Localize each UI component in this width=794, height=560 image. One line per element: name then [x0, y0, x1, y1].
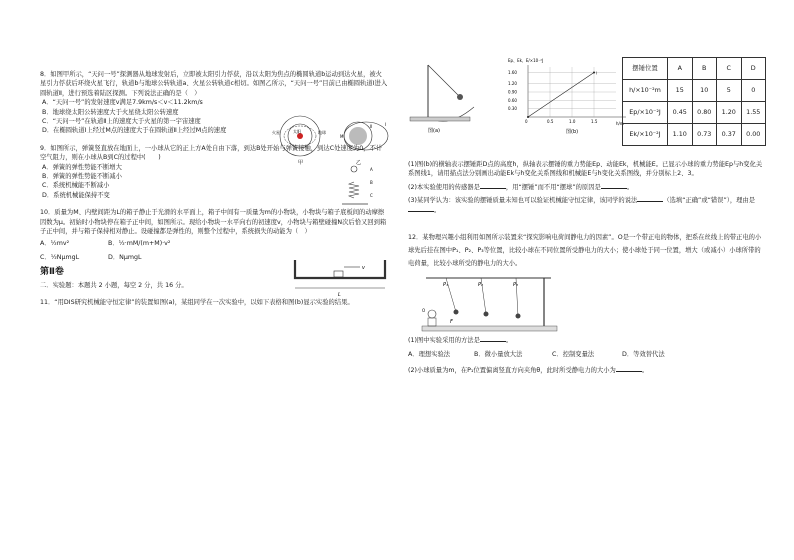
table-cell: 5 — [717, 80, 742, 102]
q12-option-a: A．理想实验法 — [408, 351, 451, 359]
q11-part-3-text-b: （选填“正确”或“错误”），理由是 — [663, 197, 756, 205]
table-cell: 0 — [741, 80, 766, 102]
table-cell: Ep/×10⁻²J — [623, 102, 668, 124]
x-tick-label: 0 — [525, 119, 528, 124]
chart-y-ticks — [508, 70, 517, 111]
table-header: D — [741, 58, 766, 80]
label-orbit-1: Ⅰ — [385, 122, 387, 127]
table-header: B — [692, 58, 717, 80]
label-jia: 甲 — [298, 160, 304, 166]
label-l: L — [338, 292, 341, 299]
q12-option-c: C．控制变量法 — [552, 351, 595, 359]
q11-part-2: (2)本实验使用的传感器是 ，用“摆锤”而不用“摆球”的原因是 。 — [408, 183, 634, 191]
q11-stem: 11．“用DIS研究机械能守恒定律”的装置如图(a)，某组同学在一次实验中，以如下表格和图(b)显示实验的结果。 — [40, 299, 354, 307]
q9-option-b: B．弹簧的弹性势能不断减小 — [42, 173, 122, 181]
label-earth: 地球 — [318, 130, 326, 135]
label-mars: 火星 — [272, 130, 280, 135]
q10-option-b: B．½·mM/(m+M)·v² — [108, 239, 171, 247]
section-title: 第Ⅱ卷 — [40, 267, 64, 278]
table-cell: 10 — [692, 80, 717, 102]
q9-stem: 9．如图所示，弹簧竖直放在地面上，一小球从它的正上方A处自由下落，到达B处开始与弹簧接触，到达C处速度为0，不计空气阻力，则在小球从B到C的过程中( ) — [40, 144, 383, 162]
table-header: A — [668, 58, 693, 80]
q12-part-2: (2)小球质量为m，在P₁位置偏离竖直方向夹角θ，此时所受静电力的大小为 。 — [408, 366, 649, 374]
label-p3: P₃ — [513, 282, 519, 289]
table-row — [623, 102, 766, 124]
table-cell: h/×10⁻²m — [623, 80, 668, 102]
right-column — [408, 55, 763, 375]
question-12 — [408, 231, 763, 375]
series-label: i — [596, 70, 598, 76]
fig-b-label: 图(b) — [566, 129, 579, 135]
data-point — [527, 116, 529, 118]
table-cell: 1.20 — [717, 102, 742, 124]
label-v: v — [362, 265, 365, 272]
q9-spring-figure — [340, 164, 380, 208]
label-p1: P₁ — [443, 282, 449, 289]
label-yi: 乙 — [356, 160, 362, 166]
answer-blank[interactable] — [601, 188, 627, 189]
x-tick-label: 0.5 — [547, 119, 554, 124]
label-f: F — [450, 319, 453, 326]
q12-apparatus-figure — [416, 272, 566, 334]
q12-stem: 12．某物理兴趣小组利用如图所示装置来“探究影响电荷间静电力的因素”。O是一个带正电的物体，把系在丝线上的带正电的小球先后挂在图中P₁、P₂、P₃等位置，比较小球在不同位置所受静电力的大小；使小球处于同一位置，增大（或减小）小球所带的电荷量，比较小球所受的静电力的大小。 — [408, 234, 762, 268]
y-tick-label: 0.90 — [508, 89, 517, 95]
q11-figures-row — [408, 55, 763, 160]
answer-blank[interactable] — [637, 201, 663, 202]
label-b: B — [370, 179, 373, 185]
label-orbit-2: Ⅱ — [370, 124, 372, 129]
left-column — [40, 70, 388, 308]
q11-data-table — [622, 57, 766, 146]
q10-option-d: D．NμmgL — [108, 253, 142, 261]
fig-a-label: 图(a) — [428, 128, 440, 134]
label-o: O — [422, 308, 426, 314]
section-subtitle: 二．实验题：本题共 2 小题，每空 2 分，共 16 分。 — [40, 281, 188, 289]
table-cell: 15 — [668, 80, 693, 102]
chart-series — [527, 71, 597, 118]
q11-figure-a — [408, 57, 478, 135]
table-header: C — [717, 58, 742, 80]
x-tick-label: 1.0 — [569, 119, 576, 124]
label-point-m: M — [340, 134, 344, 139]
q12-part-2-text: (2)小球质量为m，在P₁位置偏离竖直方向夹角θ，此时所受静电力的大小为 — [408, 366, 616, 374]
answer-blank[interactable] — [480, 188, 506, 189]
table-cell: 0.00 — [741, 124, 766, 146]
series-line — [528, 73, 594, 117]
label-p2: P₂ — [478, 282, 484, 289]
y-tick-label: 0.60 — [508, 97, 517, 103]
label-c: C — [370, 192, 373, 198]
table-cell: 1.55 — [741, 102, 766, 124]
table-header-row — [623, 58, 766, 80]
answer-blank[interactable] — [408, 211, 434, 212]
label-a: A — [370, 166, 373, 172]
table-cell: Ek/×10⁻²J — [623, 124, 668, 146]
q9-option-d: D．系统机械能保持不变 — [42, 191, 110, 199]
table-cell: 0.37 — [717, 124, 742, 146]
table-cell: 0.73 — [692, 124, 717, 146]
q12-option-b: B．微小量放大法 — [474, 351, 523, 359]
answer-blank[interactable] — [480, 341, 506, 342]
q11-part-1: (1)图(b)的横轴表示摆锤距D点的高度h，纵轴表示摆锤的重力势能Ep、动能Ek，机械能E。已显示小球的重力势能Ep与h变化关系图线1，请用描点法分别画出动能Ek与h变化关系图线和机械能E与h变化关系图线，并分别标上2、3。 — [408, 161, 763, 178]
chart-xlabel: h/m — [616, 121, 624, 126]
table-header: 摆锤位置 — [623, 58, 668, 80]
table-cell: 0.45 — [668, 102, 693, 124]
q12-part-1: (1)图中实验采用的方法是 。 — [408, 337, 513, 345]
q11-part-2-text: (2)本实验使用的传感器是 — [408, 183, 480, 191]
chart-x-ticks — [525, 119, 598, 124]
q9-option-c: C．系统机械能不断减小 — [42, 182, 110, 190]
q11-part-3: (3)某同学认为：该实验的摆锤质量未知也可以验证机械能守恒定律，该同学的说法 （选填“正确”或“错误”），理由是。 — [408, 197, 756, 214]
y-tick-label: 1.20 — [508, 81, 517, 87]
chart-grid — [528, 67, 616, 117]
label-sun: 太阳 — [293, 129, 301, 134]
chart-ylabel: Ep、Ek、E/×10⁻²J — [508, 58, 544, 63]
q8-stem: 8．如图甲所示，“天问一号”探测器从地球发射后，立即被太阳引力俘获，沿以太阳为焦点的椭圆轨道b运动到达火星，被火星引力俘获后环绕火星飞行，轨道b与地球公转轨道a、火星公转轨道c相切。如图乙所示，“天问一号”目前已由椭圆轨道Ⅰ进入圆轨道Ⅱ，进行预选着陆区探测。下列说法正确的是（ ） — [40, 71, 388, 97]
y-tick-label: 0.30 — [508, 106, 517, 112]
table-row — [623, 124, 766, 146]
q8-option-c: C．“天问一号”在轨道Ⅱ上的速度大于火星的第一宇宙速度 — [42, 118, 201, 126]
answer-blank[interactable] — [616, 371, 642, 372]
q8-option-b: B．地球绕太阳公转速度大于火星绕太阳公转速度 — [42, 108, 179, 116]
q10-stem: 10．质量为M、内壁间距为L的箱子静止于光滑的水平面上，箱子中间有一质量为m的小物块，小物块与箱子底板间的动摩擦因数为μ。初始时小物块停在箱子正中间，如图所示。现给小物块一水平向右的初速度v，小物块与箱壁碰撞N次后恰又回到箱子正中间，并与箱子保持相对静止。设碰撞都是弹性的，则整个过程中，系统损失的动能为（ ） — [40, 209, 387, 236]
q12-part-1-text: (1)图中实验采用的方法是 — [408, 337, 480, 345]
q8-option-d: D．在椭圆轨道Ⅰ上经过M点的速度大于在圆轨道Ⅱ上经过M点的速度 — [42, 127, 227, 135]
question-9 — [40, 144, 388, 200]
q11-part-2-text-b: ，用“摆锤”而不用“摆球”的原因是 — [505, 183, 601, 191]
q12-options — [408, 350, 763, 359]
table-cell: 0.80 — [692, 102, 717, 124]
q10-box-figure — [290, 256, 390, 298]
q8-option-a: A．“天问一号”的发射速度v满足7.9km/s＜v＜11.2km/s — [42, 99, 203, 107]
q10-option-c: C．½NμmgL — [40, 253, 80, 261]
table-row — [623, 80, 766, 102]
x-tick-label: 1.5 — [591, 119, 598, 124]
y-tick-label: 1.60 — [508, 70, 517, 76]
q9-option-a: A．弹簧的弹性势能不断增大 — [42, 163, 122, 171]
q10-option-a: A．½mv² — [40, 239, 70, 247]
table-cell: 1.10 — [668, 124, 693, 146]
q11-part-3-text: (3)某同学认为：该实验的摆锤质量未知也可以验证机械能守恒定律，该同学的说法 — [408, 197, 638, 205]
q12-option-d: D．等效替代法 — [622, 351, 665, 359]
data-point — [593, 70, 598, 76]
